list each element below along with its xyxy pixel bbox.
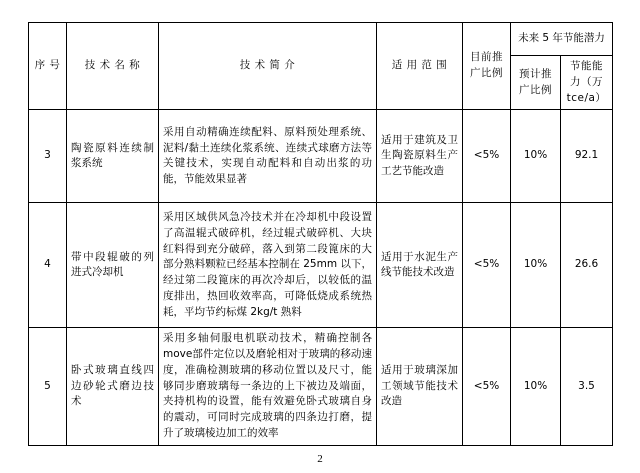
header-tech-name: 技 术 名 称 (67, 23, 159, 110)
cell-saving-capacity: 26.6 (561, 203, 613, 328)
cell-planned-promotion: 10% (511, 328, 561, 445)
energy-saving-tech-table (28, 22, 613, 446)
table-row (29, 203, 613, 328)
cell-current-promotion: <5% (463, 328, 511, 445)
cell-tech-brief: 采用多轴伺服电机联动技术，精确控制各move部件定位以及磨轮相对于玻璃的移动速度，准确检测玻璃的移动位置以及尺寸，能够同步磨玻璃每一条边的上下被边及端面，夹持机构的设置，能有效避免卧式玻璃自身的震动，可同时完成玻璃的四条边打磨，提升了玻璃棱边加工的效率 (159, 328, 377, 445)
cell-no: 4 (29, 203, 67, 328)
cell-no: 3 (29, 110, 67, 203)
header-current-promotion: 目前推广比例 (463, 23, 511, 110)
table-header-row-1 (29, 23, 613, 56)
cell-current-promotion: <5% (463, 110, 511, 203)
cell-tech-brief: 采用区域供风急冷技术并在冷却机中段设置了高温辊式破碎机，经过辊式破碎机、大块红料得到充分破碎，落入到第二段篦床的大部分熟料颗粒已经基本控制在 25mm 以下，经过第二段篦床的再次冷却后，以较低的温度排出，热回收效率高，可降低烧成系统热耗，平均节约标煤 2kg/t 熟料 (159, 203, 377, 328)
cell-scope: 适用于建筑及卫生陶瓷原料生产工艺节能改造 (377, 110, 463, 203)
cell-scope: 适用于玻璃深加工领域节能技术改造 (377, 328, 463, 445)
cell-planned-promotion: 10% (511, 203, 561, 328)
header-no: 序 号 (29, 23, 67, 110)
cell-saving-capacity: 92.1 (561, 110, 613, 203)
header-tech-brief: 技 术 简 介 (159, 23, 377, 110)
cell-tech-name: 带中段辊破的列进式冷却机 (67, 203, 159, 328)
cell-planned-promotion: 10% (511, 110, 561, 203)
cell-current-promotion: <5% (463, 203, 511, 328)
header-future-potential-group: 未来 5 年节能潜力 (511, 23, 613, 56)
cell-no: 5 (29, 328, 67, 445)
page-number: 2 (317, 453, 323, 465)
header-saving-capacity: 节能能力（万 tce/a） (561, 56, 613, 110)
cell-scope: 适用于水泥生产线节能技术改造 (377, 203, 463, 328)
header-planned-promotion: 预计推广比例 (511, 56, 561, 110)
table-row (29, 110, 613, 203)
table-row (29, 328, 613, 445)
cell-tech-name: 卧式玻璃直线四边砂轮式磨边技术 (67, 328, 159, 445)
cell-saving-capacity: 3.5 (561, 328, 613, 445)
header-scope: 适 用 范 围 (377, 23, 463, 110)
cell-tech-name: 陶瓷原料连续制浆系统 (67, 110, 159, 203)
cell-tech-brief: 采用自动精确连续配料、原料预处理系统、泥料/黏土连续化浆系统、连续式球磨方法等关键技术，实现自动配料和自动出浆的功能，节能效果显著 (159, 110, 377, 203)
